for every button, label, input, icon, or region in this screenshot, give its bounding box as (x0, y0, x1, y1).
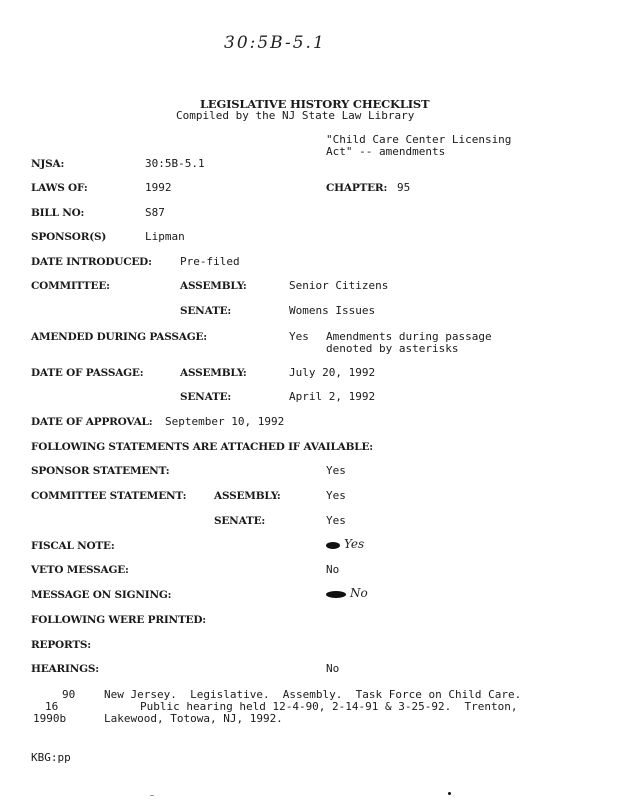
citation-line1: New Jersey. Legislative. Assembly. Task Force on Child Care. (104, 688, 522, 701)
passage-senate-label: SENATE: (180, 391, 232, 403)
committee-statement-assembly-label: ASSEMBLY: (214, 490, 281, 502)
bill-no-value: S87 (145, 206, 165, 219)
following-printed-heading: FOLLOWING WERE PRINTED: (31, 614, 206, 626)
committee-senate-label: SENATE: (180, 305, 232, 317)
citation-line2: Public hearing held 12-4-90, 2-14-91 & 3-25-92. Trenton, (140, 700, 518, 713)
hearings-value: No (326, 662, 340, 675)
date-of-passage-label: DATE OF PASSAGE: (31, 367, 144, 379)
chapter-label: CHAPTER: (326, 182, 388, 194)
message-on-signing-value: No (350, 586, 368, 600)
speck (448, 792, 451, 795)
reports-label: REPORTS: (31, 639, 91, 651)
committee-statement-assembly-value: Yes (326, 489, 346, 502)
chapter-value: 95 (397, 181, 411, 194)
date-of-approval-value: September 10, 1992 (165, 415, 285, 428)
page-title: LEGISLATIVE HISTORY CHECKLIST (200, 97, 430, 111)
bill-no-label: BILL NO: (31, 207, 85, 219)
njsa-value: 30:5B-5.1 (145, 157, 205, 170)
citation-line3: Lakewood, Totowa, NJ, 1992. (104, 712, 283, 725)
laws-of-value: 1992 (145, 181, 172, 194)
speck (150, 795, 154, 796)
page-subtitle: Compiled by the NJ State Law Library (176, 109, 415, 122)
handwritten-heading: 30:5B-5.1 (224, 33, 326, 53)
committee-statement-senate-label: SENATE: (214, 515, 266, 527)
passage-assembly-label: ASSEMBLY: (180, 367, 247, 379)
amended-label: AMENDED DURING PASSAGE: (31, 331, 207, 343)
passage-assembly-value: July 20, 1992 (289, 366, 376, 379)
committee-assembly-label: ASSEMBLY: (180, 280, 247, 292)
veto-message-label: VETO MESSAGE: (31, 564, 129, 576)
sponsor-label: SPONSOR(S) (31, 231, 107, 243)
veto-message-value: No (326, 563, 340, 576)
fiscal-note-value: Yes (344, 537, 365, 551)
hearings-label: HEARINGS: (31, 663, 99, 675)
act-title-line1: "Child Care Center Licensing (326, 133, 512, 146)
committee-statement-senate-value: Yes (326, 514, 346, 527)
committee-assembly-value: Senior Citizens (289, 279, 389, 292)
amended-note-line2: denoted by asterisks (326, 342, 459, 355)
committee-statement-label: COMMITTEE STATEMENT: (31, 490, 187, 502)
laws-of-label: LAWS OF: (31, 182, 88, 194)
passage-senate-value: April 2, 1992 (289, 390, 376, 403)
njsa-label: NJSA: (31, 158, 65, 170)
committee-label: COMMITTEE: (31, 280, 110, 292)
sponsor-statement-value: Yes (326, 464, 346, 477)
fiscal-note-label: FISCAL NOTE: (31, 540, 115, 552)
message-on-signing-label: MESSAGE ON SIGNING: (31, 589, 172, 601)
scribble-mark (326, 542, 340, 549)
sponsor-value: Lipman (145, 230, 185, 243)
committee-senate-value: Womens Issues (289, 304, 376, 317)
date-introduced-label: DATE INTRODUCED: (31, 256, 152, 268)
call-number-line1: 90 (62, 688, 76, 701)
following-attached-heading: FOLLOWING STATEMENTS ARE ATTACHED IF AVAILABLE: (31, 441, 373, 453)
sponsor-statement-label: SPONSOR STATEMENT: (31, 465, 170, 477)
amended-value: Yes (289, 330, 309, 343)
amended-note-line1: Amendments during passage (326, 330, 492, 343)
call-number-line3: 1990b (33, 712, 67, 725)
date-introduced-value: Pre-filed (180, 255, 240, 268)
initials: KBG:pp (31, 751, 71, 764)
scribble-mark (326, 591, 346, 598)
date-of-approval-label: DATE OF APPROVAL: (31, 416, 153, 428)
call-number-line2: 16 (45, 700, 59, 713)
act-title-line2: Act" -- amendments (326, 145, 446, 158)
